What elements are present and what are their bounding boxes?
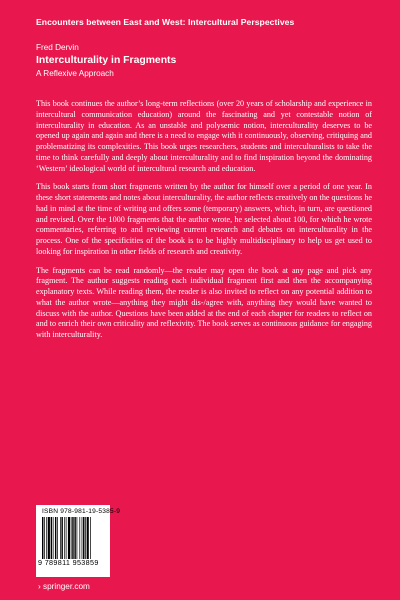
blurb-paragraph: This book starts from short fragments written by the author for himself over a period of one year. In these short statements and notes about interculturality, the author reflects creatively on the questions he had in mind at the time of writing and offers some (temporary) answers, which, in turn, are questioned and revised. Over the 1000 fragments that the author wrote, he selected about 100, for which he wrote commentaries, referring to and reviewing current research and debates on interculturality in the process. One of the specificities of the book is to be highly multidisciplinary to help us get used to looking for inspiration in other fields of research and creativity.	[36, 182, 372, 256]
blurb-body	[36, 99, 372, 349]
author-name: Fred Dervin	[36, 43, 79, 52]
blurb-paragraph: The fragments can be read randomly—the reader may open the book at any page and pick any fragment. The author suggests reading each individual fragment first and then the accompanying explanatory texts. While reading them, the reader is also invited to reflect on any potential addition to what the author wrote—anything they might dis-/agree with, anything they would have wanted to discuss with the author. Questions have been added at the end of each chapter for readers to reflect on and to enrich their own criticality and reflexivity. The book serves as continuous guidance for engaging with interculturality.	[36, 265, 372, 339]
isbn-label: ISBN 978-981-19-5385-9	[42, 508, 121, 515]
publisher-url: › springer.com	[38, 582, 90, 591]
blurb-paragraph: This book continues the author’s long-term reflections (over 20 years of scholarship and experience in intercultural communication education) around the fascinating and yet contestable notion of interculturality in education. As an unstable and polysemic notion, interculturality deserves to be opened up again and again and there is a need to engage with it continuously, observing, critiquing and problematizing its complexities. This book urges researchers, students and interculturalists to take the time to think carefully and deeply about interculturality and to find inspiration beyond the dominating ‘Western’ ideological world of intercultural research and education.	[36, 99, 372, 173]
book-title: Interculturality in Fragments	[36, 55, 177, 66]
barcode-bars	[41, 517, 105, 559]
barcode-box	[36, 505, 121, 577]
ean-number: 9 789811 953859	[38, 558, 99, 567]
series-title: Encounters between East and West: Intercultural Perspectives	[36, 17, 295, 27]
book-subtitle: A Reflexive Approach	[36, 69, 114, 78]
